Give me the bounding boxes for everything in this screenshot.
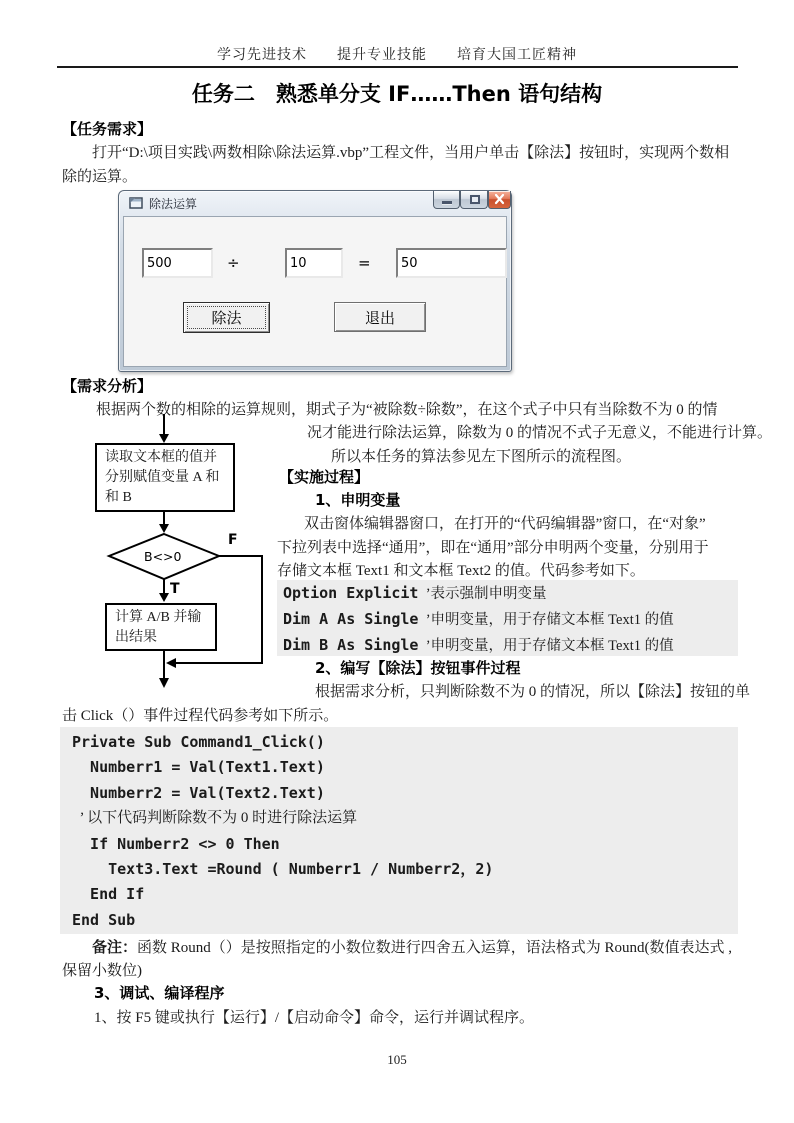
code-line: End Sub bbox=[72, 910, 136, 929]
close-icon bbox=[489, 191, 510, 208]
window-title: 除法运算 bbox=[149, 197, 198, 211]
code-block-click-event bbox=[60, 727, 738, 934]
section-heading-task-requirement: 【任务需求】 bbox=[62, 120, 153, 138]
note-text: 函数 Round（）是按照指定的小数位数进行四舍五入运算，语法格式为 Round(数值表达式 ,保留小数位) bbox=[62, 940, 733, 979]
flowchart-compute-box bbox=[105, 603, 217, 651]
step3-text-line: 1、按 F5 键或执行【运行】/【启动命令】命令，运行并调试程序。 bbox=[94, 1010, 535, 1026]
header-rule bbox=[57, 66, 738, 68]
code-line: Dim A As Single ’申明变量，用于存储文本框 Text1 的值 bbox=[283, 610, 674, 628]
step1-heading: 1、申明变量 bbox=[315, 491, 401, 509]
note-paragraph bbox=[62, 936, 742, 983]
maximize-button[interactable] bbox=[460, 191, 488, 209]
step2-text-line: 根据需求分析，只判断除数不为 0 的情况，所以【除法】按钮的单 bbox=[315, 684, 751, 700]
code-line: Text3.Text =Round ( Numberr1 / Numberr2，2) bbox=[72, 860, 494, 879]
maximize-icon bbox=[470, 195, 480, 204]
code-line: End If bbox=[72, 885, 145, 904]
code-line: Numberr1 = Val(Text1.Text) bbox=[72, 758, 325, 777]
flowchart-box-text: 和 B bbox=[105, 490, 132, 505]
equals-sign-label: = bbox=[358, 254, 371, 272]
step1-text-line: 存储文本框 Text1 和文本框 Text2 的值。代码参考如下。 bbox=[277, 563, 645, 579]
close-button[interactable] bbox=[488, 191, 511, 209]
paragraph-task-requirement: 打开“D:\项目实践\两数相除\除法运算.vbp”工程文件，当用户单击【除法】按钮时，实现两个数相除的运算。 bbox=[62, 145, 730, 185]
step3-heading: 3、调试、编译程序 bbox=[94, 984, 225, 1002]
analysis-text-line: 况才能进行除法运算，除数为 0 的情况不式子无意义，不能进行计算。 bbox=[307, 425, 773, 441]
divide-sign-label: ÷ bbox=[227, 254, 240, 272]
analysis-text-line: 所以本任务的算法参见左下图所示的流程图。 bbox=[331, 449, 632, 465]
divisor-input[interactable] bbox=[285, 248, 343, 278]
code-line: Dim B As Single ’申明变量，用于存储文本框 Text1 的值 bbox=[283, 636, 674, 654]
result-input[interactable] bbox=[396, 248, 507, 278]
section-heading-implementation: 【实施过程】 bbox=[279, 468, 370, 486]
minimize-button[interactable] bbox=[433, 191, 460, 209]
flowchart-read-box bbox=[95, 443, 235, 512]
exit-button[interactable] bbox=[334, 302, 426, 332]
flowchart-box-text: 出结果 bbox=[115, 630, 157, 645]
code-line: Option Explicit ’表示强制申明变量 bbox=[283, 584, 547, 602]
flowchart-condition-label: B<>0 bbox=[144, 549, 182, 564]
flowchart-false-label: F bbox=[228, 532, 238, 548]
code-line: If Numberr2 <> 0 Then bbox=[72, 834, 280, 853]
division-window bbox=[118, 190, 512, 372]
note-label: 备注： bbox=[92, 938, 138, 956]
form-icon bbox=[129, 197, 144, 210]
window-titlebar[interactable] bbox=[119, 191, 511, 216]
code-line: Private Sub Command1_Click() bbox=[72, 733, 325, 751]
dividend-input[interactable] bbox=[142, 248, 213, 278]
step1-text-line: 下拉列表中选择“通用”，即在“通用”部分申明两个变量，分别用于 bbox=[277, 540, 709, 556]
step2-heading: 2、编写【除法】按钮事件过程 bbox=[315, 659, 521, 677]
page-number: 105 bbox=[387, 1052, 407, 1067]
divide-button[interactable] bbox=[183, 302, 270, 333]
flowchart-box-text: 分别赋值变量 A 和 bbox=[105, 470, 220, 485]
page-title: 任务二 熟悉单分支 IF……Then 语句结构 bbox=[191, 82, 603, 106]
minimize-icon bbox=[442, 201, 452, 204]
step2-text-line: 击 Click（）事件过程代码参考如下所示。 bbox=[62, 708, 339, 724]
code-line: Numberr2 = Val(Text2.Text) bbox=[72, 783, 325, 802]
flowchart-box-text: 计算 A/B 并输 bbox=[115, 610, 202, 625]
section-heading-requirement-analysis: 【需求分析】 bbox=[62, 377, 153, 395]
header-motto: 学习先进技术 提升专业技能 培育大国工匠精神 bbox=[217, 48, 577, 63]
exit-button-label: 退出 bbox=[364, 310, 395, 327]
window-client-area bbox=[123, 216, 507, 367]
step1-text-line: 双击窗体编辑器窗口，在打开的“代码编辑器”窗口，在“对象” bbox=[304, 516, 706, 532]
analysis-text-line: 根据两个数的相除的运算规则，期式子为“被除数÷除数”，在这个式子中只有当除数不为 0 的情 bbox=[96, 402, 718, 418]
flowchart bbox=[70, 412, 282, 700]
divide-button-label: 除法 bbox=[211, 311, 242, 327]
code-block-declarations bbox=[277, 580, 738, 656]
flowchart-box-text: 读取文本框的值并 bbox=[105, 450, 217, 465]
code-comment-line: ’ 以下代码判断除数不为 0 时进行除法运算 bbox=[72, 810, 358, 827]
flowchart-true-label: T bbox=[170, 581, 180, 597]
